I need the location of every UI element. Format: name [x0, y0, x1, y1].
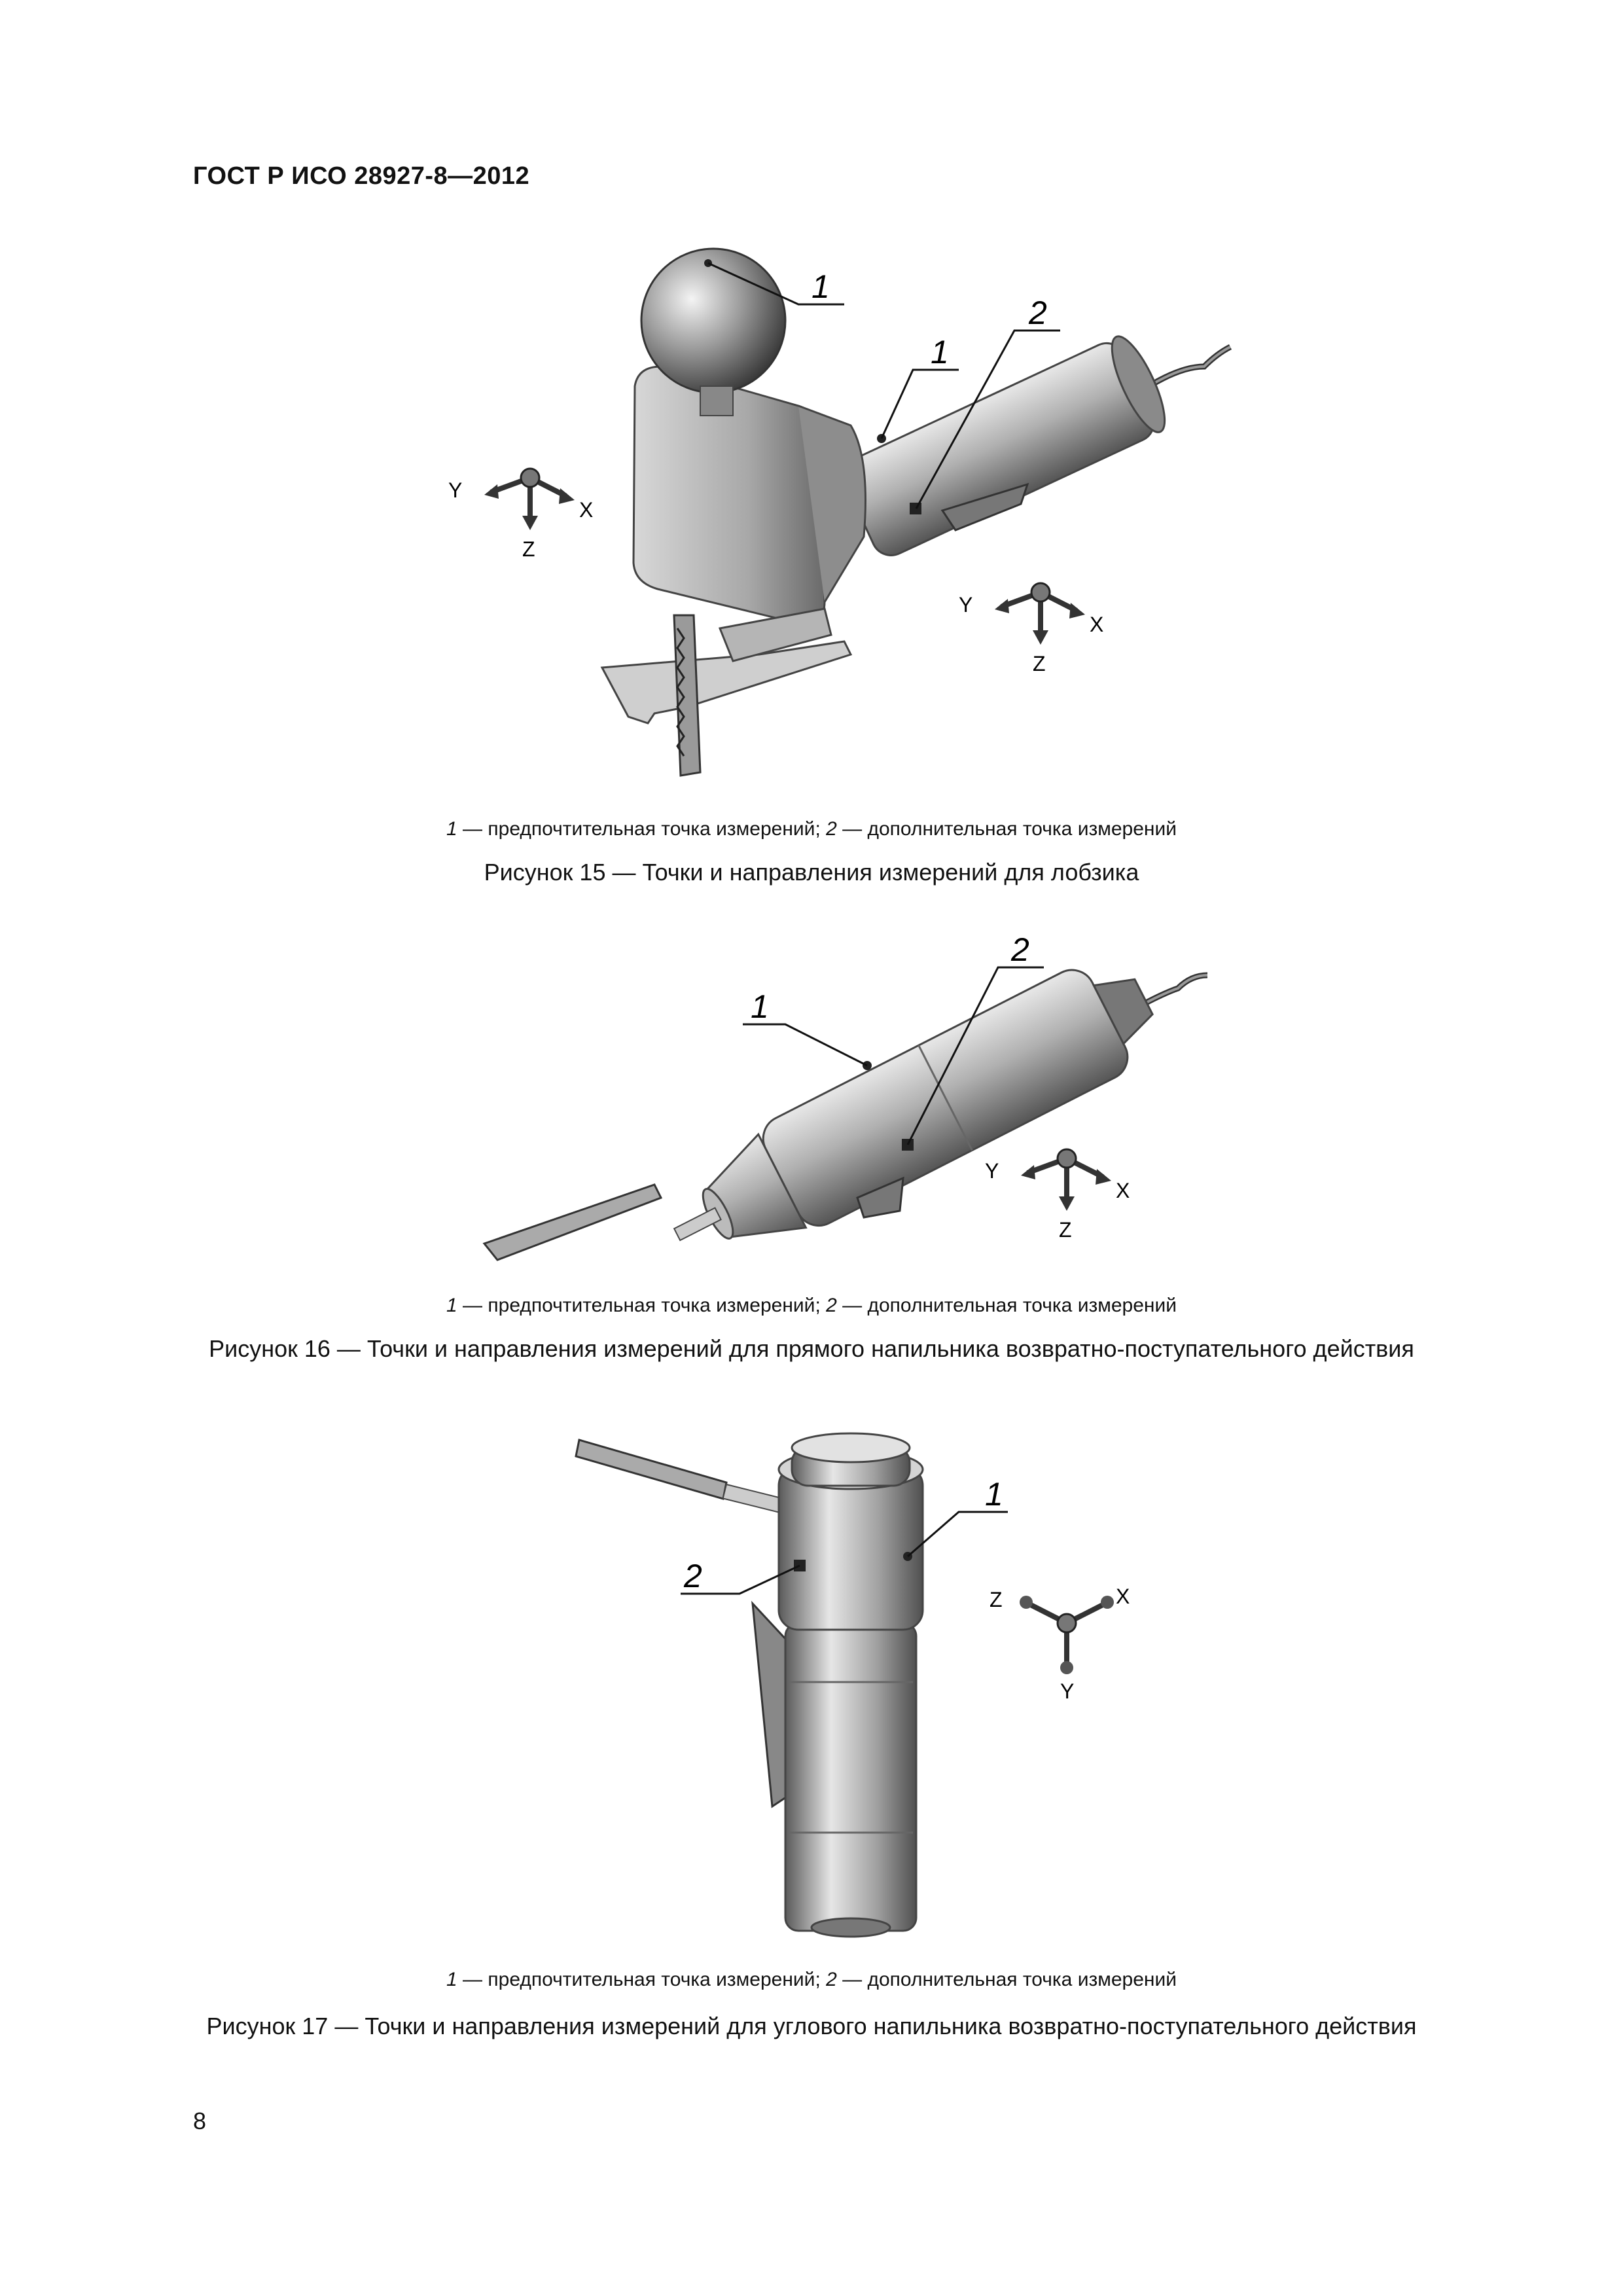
- figure-17-illustration: [563, 1420, 1152, 1944]
- axis-x-label: X: [1116, 1585, 1130, 1608]
- axis-z-label: Z: [1059, 1218, 1072, 1242]
- figure-17-caption: Рисунок 17 — Точки и направления измерений для углового напильника возвратно-поступательного действия: [206, 2013, 1417, 2039]
- axis-y-label: Y: [985, 1159, 999, 1183]
- axis-x-label: X: [1090, 613, 1104, 636]
- axis-triad: [959, 583, 1103, 675]
- axis-z-label: Z: [1033, 652, 1046, 675]
- axis-x-label: X: [1116, 1179, 1130, 1202]
- axis-triad: [448, 469, 593, 561]
- saw-blade: [674, 615, 700, 776]
- figure-17-legend: 1 — предпочтительная точка измерений; 2 — дополнительная точка измерений: [446, 1969, 1177, 1990]
- base-plate: [602, 641, 851, 723]
- figure-15-caption: Рисунок 15 — Точки и направления измерений для лобзика: [484, 859, 1139, 886]
- axis-x-label: X: [579, 498, 594, 522]
- axis-y-label: Y: [959, 593, 973, 617]
- figure-15-legend: 1 — предпочтительная точка измерений; 2 — дополнительная точка измерений: [446, 818, 1177, 840]
- axis-triad: [985, 1149, 1130, 1242]
- axis-y-label: Y: [448, 478, 463, 502]
- figure-16-legend: 1 — предпочтительная точка измерений; 2 — дополнительная точка измерений: [446, 1295, 1177, 1316]
- axis-y-label: Y: [1060, 1679, 1075, 1703]
- callout-label: 1: [812, 268, 830, 305]
- document-header: ГОСТ Р ИСО 28927-8—2012: [193, 162, 530, 190]
- callout-label: 2: [1011, 931, 1029, 968]
- figure-16-illustration: [471, 916, 1257, 1283]
- motor-housing: [838, 330, 1175, 562]
- callout-label: 1: [985, 1476, 1003, 1513]
- callout-label: 2: [684, 1558, 702, 1594]
- page-number: 8: [193, 2108, 207, 2134]
- motor-housing: [785, 1623, 916, 1931]
- axis-z-label: Z: [990, 1588, 1003, 1611]
- tool-head: [779, 1466, 923, 1630]
- ball-knob: [641, 249, 785, 393]
- axis-z-label: Z: [522, 537, 535, 561]
- file-blade: [484, 1185, 661, 1260]
- figure-16-caption: Рисунок 16 — Точки и направления измерений для прямого напильника возвратно-поступательного действия: [209, 1335, 1414, 1362]
- figure-15-illustration: [419, 236, 1270, 812]
- file-blade: [576, 1440, 726, 1499]
- measurement-point-2-motor: [910, 503, 921, 514]
- axis-triad: [990, 1585, 1130, 1703]
- callout-label: 2: [1029, 295, 1047, 331]
- callout-label: 1: [751, 988, 769, 1025]
- callout-label: 1: [931, 334, 949, 370]
